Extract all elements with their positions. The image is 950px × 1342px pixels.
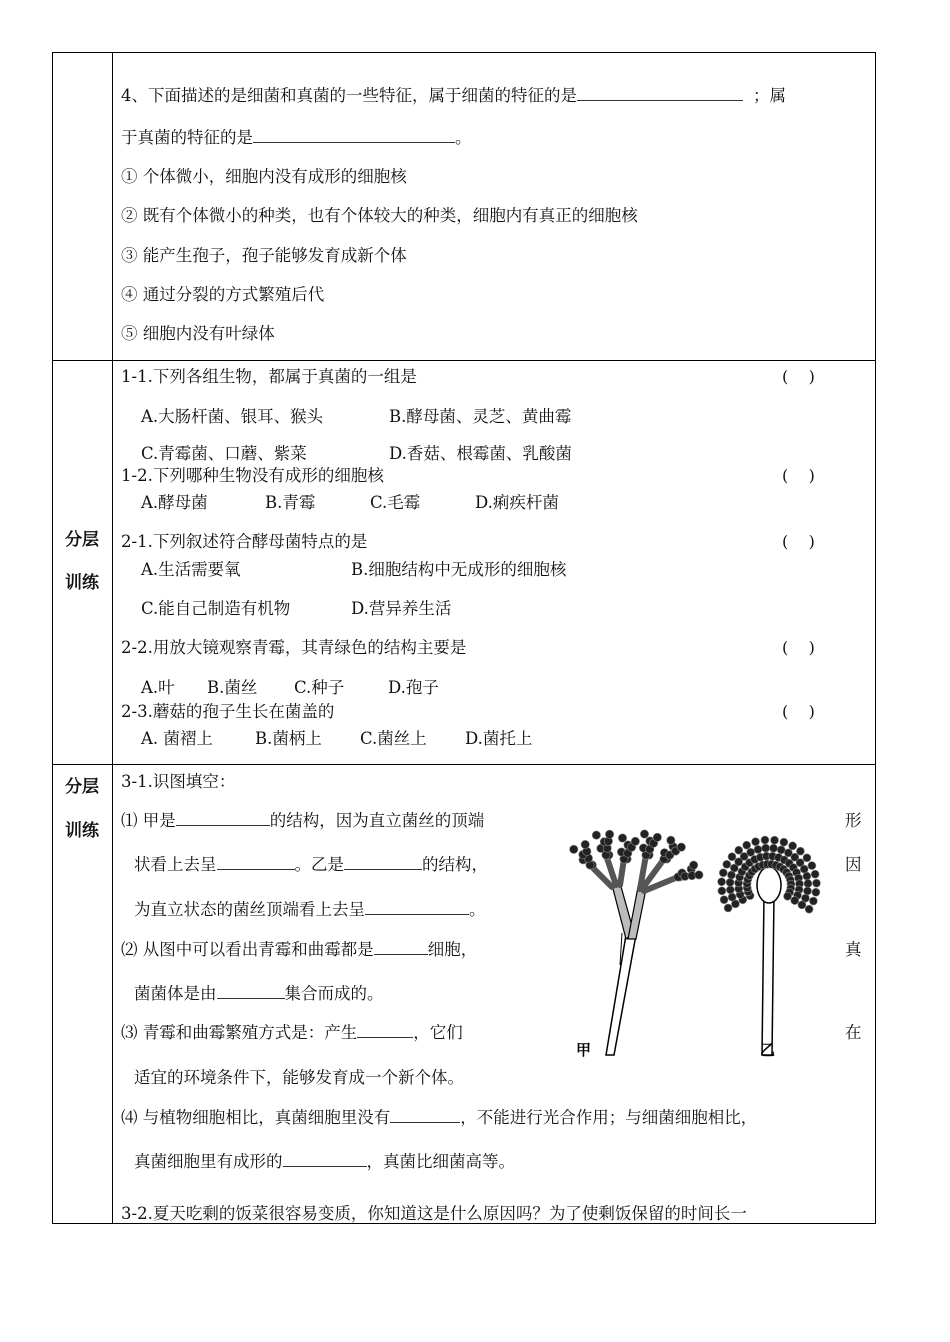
spore	[723, 860, 731, 868]
option: B.青霉	[265, 493, 316, 512]
spore	[720, 896, 728, 904]
spore	[592, 831, 600, 839]
spore	[811, 870, 819, 878]
fill-4-line2: 真菌细胞里有成形的 ，真菌比细菌高等。	[134, 1152, 515, 1171]
fill-3-line1: ⑶ 青霉和曲霉繁殖方式是：产生 ，它们	[121, 1023, 463, 1042]
spore	[653, 833, 661, 841]
spore	[812, 888, 820, 896]
spore	[719, 869, 727, 877]
figure-label-yi: 乙	[760, 1041, 776, 1059]
spore	[762, 844, 770, 852]
q4-line2: 于真菌的特征的是 。	[121, 128, 472, 147]
fill-3-wrap: 在	[845, 1023, 862, 1042]
spore	[789, 842, 797, 850]
spore	[804, 880, 812, 888]
spore	[791, 897, 799, 905]
spore	[631, 837, 639, 845]
row-divider	[52, 360, 876, 361]
spore	[798, 901, 806, 909]
q4-line1: 4、下面描述的是细菌和真菌的一些特征，属于细菌的特征的是 ；属	[121, 86, 786, 105]
fill-1-wrap: 因	[845, 855, 862, 874]
section-label: 分层	[65, 777, 99, 797]
fill-1-line1: ⑴ 甲是 的结构，因为直立菌丝的顶端	[121, 811, 485, 830]
spore	[805, 905, 813, 913]
aspergillus-figure	[718, 836, 821, 1055]
option: C.菌丝上	[360, 729, 427, 748]
spore	[605, 830, 613, 838]
section-label: 训练	[65, 821, 99, 841]
fill-2-line2: 菌菌体是由 集合而成的。	[134, 984, 384, 1003]
figure-label-jia: 甲	[576, 1041, 592, 1059]
spore	[728, 893, 736, 901]
option: B.细胞结构中无成形的细胞核	[351, 560, 567, 579]
spore	[618, 834, 626, 842]
option: D.孢子	[388, 678, 439, 697]
option: C.毛霉	[370, 493, 421, 512]
answer-paren: ( )	[782, 367, 815, 386]
option: B.菌柄上	[255, 729, 322, 748]
question-1-1: 1-1.下列各组生物，都属于真菌的一组是	[121, 367, 417, 386]
option: A.叶	[141, 678, 175, 697]
spore	[754, 845, 762, 853]
spore	[581, 840, 589, 848]
question-3-1: 3-1.识图填空：	[121, 772, 236, 791]
spore	[761, 836, 769, 844]
spore	[640, 830, 648, 838]
spore	[724, 904, 732, 912]
spore	[689, 861, 697, 869]
column-divider	[112, 52, 113, 1224]
spore	[747, 848, 755, 856]
option: D.菌托上	[465, 729, 533, 748]
question-2-1: 2-1.下列叙述符合酵母菌特点的是	[121, 532, 368, 551]
spore	[796, 847, 804, 855]
option: D.营异养生活	[351, 599, 452, 618]
answer-paren: ( )	[782, 532, 815, 551]
spore	[718, 878, 726, 886]
spore	[808, 862, 816, 870]
q4-item-5: ⑤ 细胞内没有叶绿体	[121, 324, 275, 343]
question-3-2: 3-2.夏天吃剩的饭菜很容易变质，你知道这是什么原因吗？为了使剩饭保留的时间长一	[121, 1204, 747, 1223]
option: A.大肠杆菌、银耳、猴头	[141, 407, 324, 426]
q4-item-1: ① 个体微小，细胞内没有成形的细胞核	[121, 167, 407, 186]
q4-item-4: ④ 通过分裂的方式繁殖后代	[121, 285, 325, 304]
section-label: 训练	[65, 573, 99, 593]
answer-paren: ( )	[782, 466, 815, 485]
fill-1-wrap: 形	[845, 811, 862, 830]
q4-item-3: ③ 能产生孢子，孢子能够发育成新个体	[121, 246, 407, 265]
spore	[770, 844, 778, 852]
spore	[743, 841, 751, 849]
fill-1-line3: 为直立状态的菌丝顶端看上去呈 。	[134, 900, 486, 919]
q4-item-2: ② 既有个体微小的种类，也有个体较大的种类，细胞内有真正的细胞核	[121, 206, 638, 225]
spore	[803, 872, 811, 880]
fill-1-line2: 状看上去呈 。乙是 的结构，	[134, 855, 488, 874]
answer-paren: ( )	[782, 638, 815, 657]
mold-figure	[550, 815, 840, 1065]
spore	[726, 886, 734, 894]
spore	[752, 838, 760, 846]
spore	[803, 854, 811, 862]
spore	[771, 836, 779, 844]
question-2-2: 2-2.用放大镜观察青霉，其青绿色的结构主要是	[121, 638, 467, 657]
spore	[726, 878, 734, 886]
spore	[812, 879, 820, 887]
spore	[695, 871, 703, 879]
spore	[677, 843, 685, 851]
spore	[735, 846, 743, 854]
option: D.痢疾杆菌	[475, 493, 559, 512]
fill-3-line2: 适宜的环境条件下，能够发育成一个新个体。	[134, 1068, 464, 1087]
option: B.菌丝	[207, 678, 258, 697]
fill-2-line1: ⑵ 从图中可以看出青霉和曲霉都是 细胞，	[121, 940, 478, 959]
option: B.酵母菌、灵芝、黄曲霉	[389, 407, 572, 426]
spore	[667, 836, 675, 844]
spore	[728, 853, 736, 861]
fill-4-line1: ⑷ 与植物细胞相比，真菌细胞里没有 ，不能进行光合作用；与细菌细胞相比，	[121, 1108, 758, 1127]
spore	[777, 846, 785, 854]
spore	[718, 887, 726, 895]
spore	[809, 897, 817, 905]
option: A. 菌褶上	[141, 729, 213, 748]
option: D.香菇、根霉菌、乳酸菌	[389, 444, 572, 463]
spore	[803, 887, 811, 895]
option: C.能自己制造有机物	[141, 599, 291, 618]
question-1-2: 1-2.下列哪种生物没有成形的细胞核	[121, 466, 384, 485]
option: C.青霉菌、口蘑、紫菜	[141, 444, 307, 463]
option: C.种子	[294, 678, 345, 697]
question-2-3: 2-3.蘑菇的孢子生长在菌盖的	[121, 702, 335, 721]
option: A.酵母菌	[141, 493, 208, 512]
spore	[570, 845, 578, 853]
penicillium-figure	[570, 830, 704, 1055]
answer-paren: ( )	[782, 702, 815, 721]
spore	[780, 838, 788, 846]
spore	[784, 892, 792, 900]
option: A.生活需要氧	[141, 560, 241, 579]
fill-2-wrap: 真	[845, 940, 862, 959]
row-divider	[52, 764, 876, 765]
section-label: 分层	[65, 530, 99, 550]
